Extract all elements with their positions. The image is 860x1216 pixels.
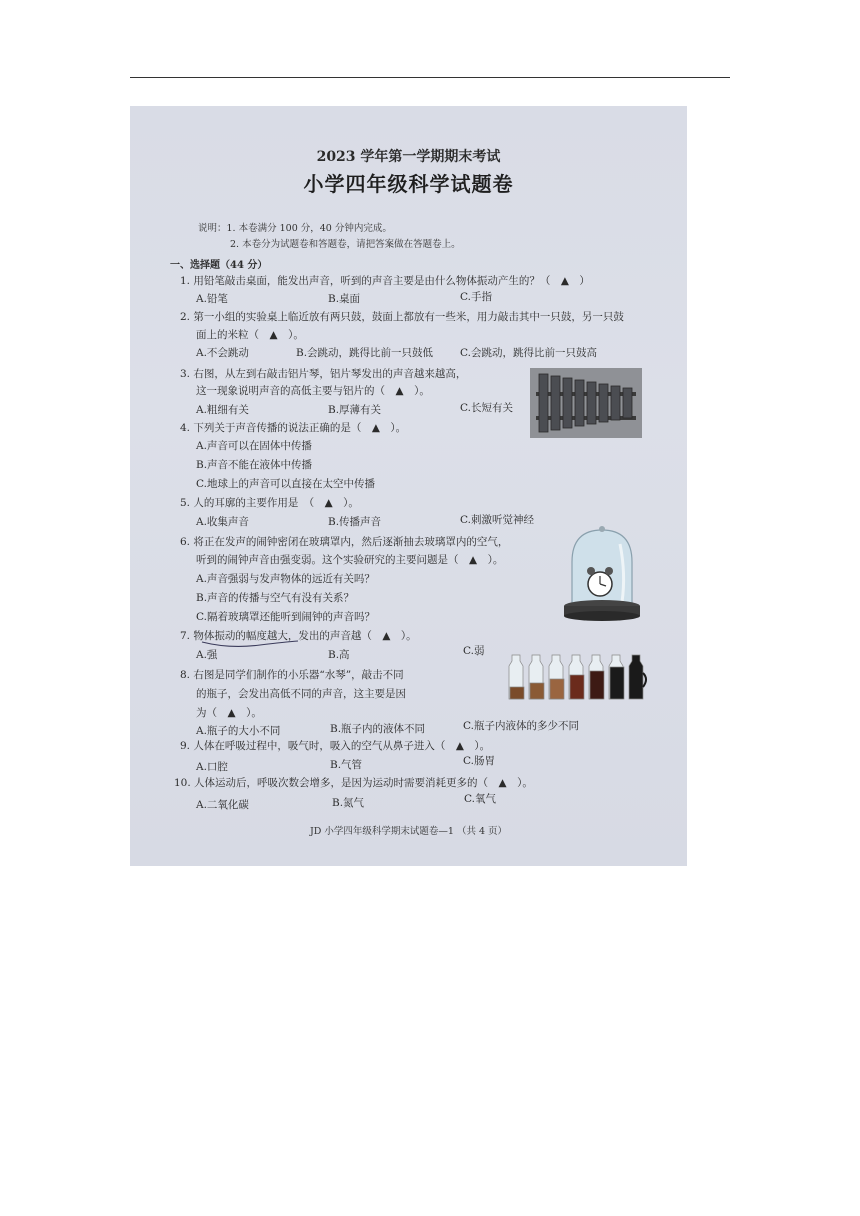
question-5-option-b: B.传播声音	[328, 516, 382, 528]
question-5-stem: 5. 人的耳廓的主要作用是 （ ▲ ）。	[180, 497, 359, 509]
question-8-stem-cont-2: 为（ ▲ ）。	[196, 707, 262, 719]
question-10-option-c: C.氧气	[464, 793, 496, 805]
top-divider	[130, 77, 730, 78]
question-8-stem: 8. 右图是同学们制作的小乐器“水琴”，敲击不同	[180, 669, 404, 681]
note-line-1: 说明：1. 本卷满分 100 分，40 分钟内完成。	[198, 223, 392, 234]
question-2-stem: 2. 第一小组的实验桌上临近放有两只鼓，鼓面上都放有一些米，用力敲击其中一只鼓，另一只鼓	[180, 311, 624, 323]
question-7-option-b: B.高	[328, 649, 350, 661]
question-2-option-b: B.会跳动，跳得比前一只鼓低	[296, 347, 434, 359]
question-8-option-c: C.瓶子内液体的多少不同	[463, 720, 579, 732]
question-9-option-b: B.气管	[330, 759, 363, 771]
question-6-stem-cont: 听到的闹钟声音由强变弱。这个实验研究的主要问题是（ ▲ ）。	[196, 554, 504, 566]
question-10-option-a: A.二氧化碳	[196, 799, 249, 811]
question-3-option-a: A.粗细有关	[196, 404, 249, 416]
question-4-option-a: A.声音可以在固体中传播	[196, 440, 312, 452]
question-3-option-b: B.厚薄有关	[328, 404, 382, 416]
question-10-stem: 10. 人体运动后，呼吸次数会增多，是因为运动时需要消耗更多的（ ▲ ）。	[174, 777, 533, 789]
question-4-option-b: B.声音不能在液体中传播	[196, 459, 313, 471]
question-1-option-b: B.桌面	[328, 293, 361, 305]
note-line-2: 2. 本卷分为试题卷和答题卷，请把答案做在答题卷上。	[230, 239, 461, 250]
question-8-option-a: A.瓶子的大小不同	[196, 725, 281, 737]
question-5-option-c: C.刺激听觉神经	[460, 514, 534, 526]
question-2-option-a: A.不会跳动	[196, 347, 249, 359]
xylophone-image	[530, 368, 642, 438]
question-10-option-b: B.氮气	[332, 797, 365, 809]
question-9-option-c: C.肠胃	[463, 755, 495, 767]
question-1-stem: 1. 用铅笔敲击桌面，能发出声音，听到的声音主要是由什么物体振动产生的？（ ▲ ）	[180, 275, 590, 287]
page-footer: JD 小学四年级科学期末试题卷—1 （共 4 页）	[309, 826, 508, 837]
water-bottles-drawing	[506, 651, 656, 701]
question-3-stem-cont: 这一现象说明声音的高低主要与铝片的（ ▲ ）。	[196, 385, 430, 397]
water-bottles-image	[506, 651, 656, 701]
question-4-option-c: C.地球上的声音可以直接在太空中传播	[196, 478, 375, 490]
question-7-stem: 7. 物体振动的幅度越大，发出的声音越（ ▲ ）。	[180, 630, 417, 642]
question-1-option-a: A.铅笔	[196, 293, 228, 305]
exam-title: 2023 学年第一学期期末考试	[316, 149, 501, 165]
exam-subtitle: 小学四年级科学试题卷	[303, 172, 514, 196]
question-8-stem-cont: 的瓶子，会发出高低不同的声音，这主要是因	[196, 688, 406, 700]
bell-jar-drawing	[562, 524, 642, 626]
section-heading: 一、选择题（44 分）	[170, 260, 268, 271]
question-3-option-c: C.长短有关	[460, 402, 513, 414]
question-9-stem: 9. 人体在呼吸过程中，吸气时，吸入的空气从鼻子进入（ ▲ ）。	[180, 740, 491, 752]
question-6-option-a: A.声音强弱与发声物体的远近有关吗？	[196, 573, 375, 585]
question-8-option-b: B.瓶子内的液体不同	[330, 723, 426, 735]
question-6-stem: 6. 将正在发声的闹钟密闭在玻璃罩内，然后逐渐抽去玻璃罩内的空气，	[180, 536, 509, 548]
question-2-option-c: C.会跳动，跳得比前一只鼓高	[460, 347, 597, 359]
question-1-option-c: C.手指	[460, 291, 492, 303]
question-6-option-b: B.声音的传播与空气有没有关系？	[196, 592, 355, 604]
question-7-option-c: C.弱	[463, 645, 485, 657]
question-7-option-a: A.强	[196, 649, 218, 661]
question-2-stem-cont: 面上的米粒（ ▲ ）。	[196, 329, 304, 341]
question-3-stem: 3. 右图，从左到右敲击铝片琴，铝片琴发出的声音越来越高，	[180, 368, 467, 380]
bell-jar-image	[562, 524, 642, 626]
question-6-option-c: C.隔着玻璃罩还能听到闹钟的声音吗？	[196, 611, 375, 623]
question-9-option-a: A.口腔	[196, 761, 228, 773]
question-4-stem: 4. 下列关于声音传播的说法正确的是（ ▲ ）。	[180, 422, 407, 434]
xylophone-drawing	[530, 368, 642, 438]
question-5-option-a: A.收集声音	[196, 516, 249, 528]
exam-photo	[130, 106, 687, 866]
